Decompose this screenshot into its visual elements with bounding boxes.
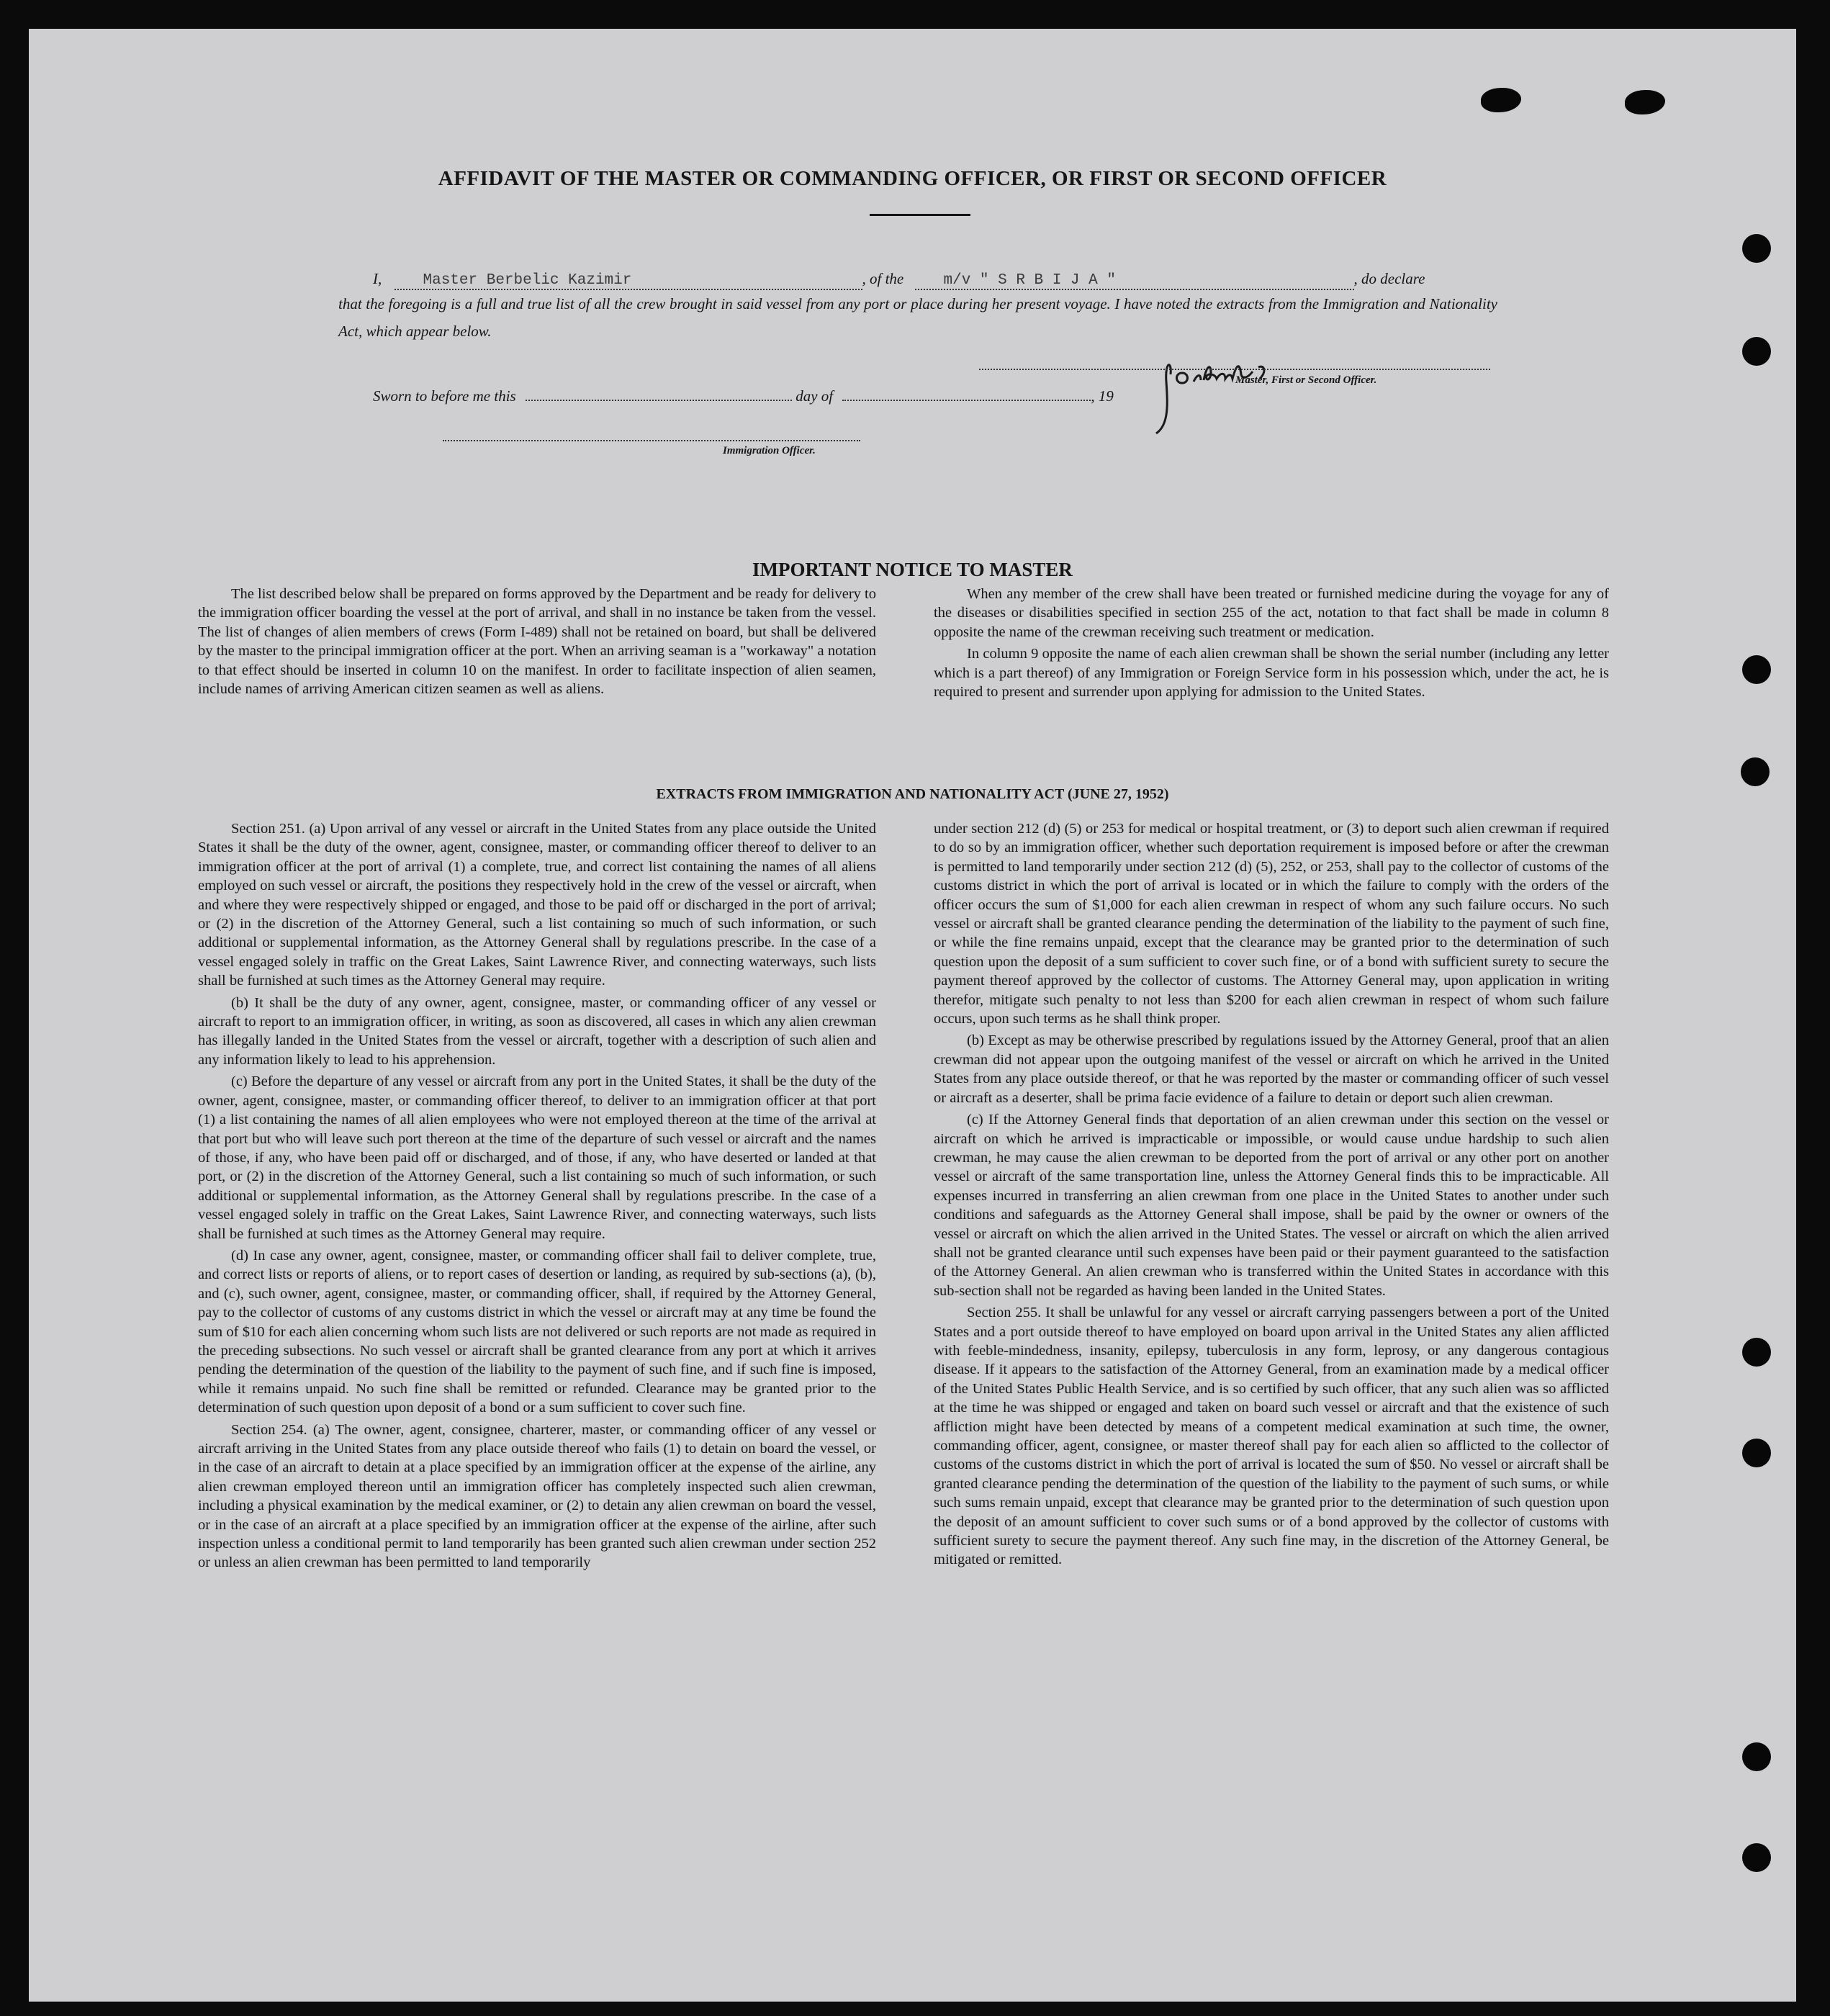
section-paragraph: Section 254. (a) The owner, agent, consignee, charterer, master, or commanding officer of any vessel or aircraft arriving in the United States from any place outside thereof who fails (1) to detain on board the vessel, or in the case of an aircraft to detain at a place specified by an immigration officer at the expense of the airline, any alien crewman employed thereon until an immigration officer has completely inspected such alien crewman, including a physical examination by the medical examiner, or (2) to detain any alien crewman on board the vessel, or in the case of an aircraft at a place specified by an immigration officer at the expense of the airline, after such inspection unless a conditional permit to land temporarily has been granted such alien crewman under section 252 or unless an alien crewman has been permitted to land temporarily [198, 1421, 876, 1571]
section-paragraph: Section 251. (a) Upon arrival of any vessel or aircraft in the United States from any place outside the United States it shall be the duty of the owner, agent, consignee, master, or commanding officer thereof to deliver to an immigration officer at the port of arrival (1) a complete, true, and correct list containing the names of all aliens employed on such vessel or aircraft, the positions they respectively hold in the crew of the vessel or aircraft, when and where they were respectively shipped or engaged, and those to be paid off or discharged in the port of arrival; or (2) in the discretion of the Attorney General, such a list containing so much of such information, or such additional or supplemental information, as the Attorney General shall by regulations prescribe. In the case of a vessel engaged solely in traffic on the Great Lakes, Saint Lawrence River, and connecting waterways, such lists shall be furnished at such times as the Attorney General may require. [198, 821, 876, 989]
section-paragraph: under section 212 (d) (5) or 253 for medical or hospital treatment, or (3) to deport such alien crewman if required to do so by an immigration officer, whether such deportation requirement is imposed before or after the crewman is permitted to land temporarily under section 212 (d) (5), 252, or 253, shall pay to the collector of customs of the customs district in which the port of arrival is located or in which the failure to comply with the orders of the officer occurs the sum of $1,000 for each alien crewman in respect of whom any such failure occurs. No such vessel or aircraft shall be granted clearance pending the determination of the liability to the payment of such fine, or while the fine remains unpaid, except that the clearance may be granted prior to the determination of such question upon the deposit of a sum sufficient to cover such fine, or of a bond with sufficient surety to secure the payment thereof approved by the collector of customs. The Attorney General may, upon application in writing therefor, mitigate such penalty to not less than $200 for each alien crewman in respect of whom such failure occurs, upon such terms as he shall think proper. [934, 821, 1609, 1027]
affidavit-title: AFFIDAVIT OF THE MASTER OR COMMANDING OFFICER, OR FIRST OR SECOND OFFICER [438, 167, 1387, 190]
officer-caption: Immigration Officer. [723, 445, 816, 456]
notice-paragraph: In column 9 opposite the name of each alien crewman shall be shown the serial number (including any letter which is a part thereof) of any Immigration or Foreign Service form in his possession which, under the act, he is required to present and surrender upon applying for admission to the United States. [934, 646, 1609, 701]
sworn-day-field[interactable] [526, 400, 792, 401]
document-page [29, 29, 1796, 2002]
vessel-name-field[interactable]: m/v " S R B I J A " [915, 272, 1354, 290]
i-label: I, [373, 270, 382, 287]
signature-image [1150, 353, 1294, 446]
extracts-right-column [934, 819, 1609, 1572]
punch-mark [1481, 88, 1521, 112]
binder-hole [1742, 1439, 1771, 1467]
section-paragraph: (d) In case any owner, agent, consignee, master, or commanding officer shall fail to deliver complete, true, and correct lists or reports of aliens, or to report cases of desertion or landing, as required by sub-sections (a), (b), and (c), such owner, agent, consignee, master, or commanding officer, shall, if required by the Attorney General, pay to the collector of customs of any customs district in which the vessel or aircraft may at any time be found the sum of $10 for each alien concerning whom such lists are not delivered or such reports are not made as required in the preceding subsections. No such vessel or aircraft shall be granted clearance from any port at which it arrives pending the determination of the question of the liability to the payment of such fine, and if such fine is imposed, while it remains unpaid. No such fine shall be remitted or refunded. Clearance may be granted prior to the determination of such question upon deposit of a bond or a sum sufficient to cover such fine. [198, 1247, 876, 1416]
sworn-month-field[interactable] [842, 400, 1091, 401]
notice-paragraph: When any member of the crew shall have been treated or furnished medicine during the voyage for any of the diseases or disabilities specified in section 255 of the act, notation to that fact shall be made in column 8 opposite the name of the crewman receiving such treatment or medication. [934, 586, 1609, 640]
declaration-line [373, 270, 1425, 290]
signer-caption: Master, First or Second Officer. [1235, 374, 1377, 386]
sworn-label: Sworn to before me this [373, 387, 516, 405]
binder-hole [1742, 337, 1771, 366]
section-paragraph: (b) It shall be the duty of any owner, agent, consignee, master, or commanding officer of any vessel or aircraft to report to an immigration officer, in writing, as soon as discovered, all cases in which any alien crewman has illegally landed in the United States from the vessel or aircraft, together with a description of such alien and any information likely to lead to his apprehension. [198, 994, 876, 1068]
section-paragraph: (c) If the Attorney General finds that deportation of an alien crewman under this section on the vessel or aircraft on which he arrived is impracticable or impossible, or would cause undue hardship to such alien crewman, he may cause the alien crewman to be deported from the port of arrival or any other port on another vessel or aircraft of the same transportation line, unless the Attorney General finds this to be impracticable. All expenses incurred in transferring an alien crewman from one place in the United States to another under such conditions and safeguards as the Attorney General shall impose, shall be paid by the owner or owners of the vessel or aircraft on which the alien arrived in the United States. The vessel or aircraft on which the alien arrived shall not be granted clearance until such expenses have been paid or their payment guaranteed to the satisfaction of the Attorney General. An alien crewman who is transferred within the United States in accordance with this sub-section shall not be regarded as having been landed in the United States. [934, 1112, 1609, 1299]
notice-left-column [198, 585, 876, 701]
officer-signature-line [443, 440, 860, 441]
extracts-left-column [198, 819, 876, 1575]
section-paragraph: Section 255. It shall be unlawful for any vessel or aircraft carrying passengers between a port of the United States and a port outside thereof to have employed on board upon arrival in the United States any alien afflicted with feeble-mindedness, insanity, epilepsy, tuberculosis in any form, leprosy, or any dangerous contagious disease. If it appears to the satisfaction of the Attorney General, from an examination made by a medical officer of the United States Public Health Service, and is so certified by such officer, that any such alien was so afflicted at the time he was shipped or engaged and taken on board such vessel or aircraft and that the existence of such affliction might have been detected by means of a competent medical examination at such time, the owner, commanding officer, agent, consignee, or master thereof shall pay for each alien so afflicted to the collector of customs of the customs district in which the port of arrival is located the sum of $50. No vessel or aircraft shall be granted clearance pending the determination of the question of the liability to the payment of such sums, or while such sums remain unpaid, except that clearance may be granted prior to the determination of such question upon the deposit of an amount sufficient to cover such sums or of a bond approved by the collector of customs with sufficient surety to secure the payment thereof. Any such fine may, in the discretion of the Attorney General, be mitigated or remitted. [934, 1305, 1609, 1568]
binder-hole [1742, 655, 1771, 684]
punch-mark [1625, 90, 1665, 114]
year-label: , 19 [1091, 387, 1114, 405]
signature-line [979, 369, 1490, 370]
notice-title: IMPORTANT NOTICE TO MASTER [752, 559, 1073, 580]
binder-hole [1742, 1338, 1771, 1367]
declaration-body: that the foregoing is a full and true list of all the crew brought in said vessel from any port or place during her present voyage. I have noted the extracts from the Immigration and Nationality Act, which appear below. [338, 295, 1497, 340]
section-paragraph: (b) Except as may be otherwise prescribed by regulations issued by the Attorney General, proof that an alien crewman did not appear upon the outgoing manifest of the vessel or aircraft on which he arrived in the United States from any place outside thereof, or that he was reported by the master or commanding officer of such vessel or aircraft as a deserter, shall be prima facie evidence of a failure to detain or deport such alien crewman. [934, 1032, 1609, 1106]
day-of-label: day of [795, 387, 834, 405]
binder-hole [1742, 1742, 1771, 1771]
binder-hole [1741, 757, 1770, 786]
notice-right-column [934, 585, 1609, 704]
master-name-field[interactable]: Master Berbelic Kazimir [395, 272, 862, 290]
binder-hole [1742, 234, 1771, 263]
binder-hole [1742, 1843, 1771, 1872]
sworn-line [373, 387, 1114, 405]
notice-paragraph: The list described below shall be prepared on forms approved by the Department and be ready for delivery to the immigration officer boarding the vessel at the port of arrival, and shall in no instance be taken from the vessel. The list of changes of alien members of crews (Form I-489) shall not be retained on board, but shall be delivered by the master to the principal immigration officer at the port. When an arriving seaman is a "workaway" a notation to that effect should be inserted in column 10 on the manifest. In order to facilitate inspection of alien seamen, include names of arriving American citizen seamen as well as aliens. [198, 586, 876, 698]
extracts-title: EXTRACTS FROM IMMIGRATION AND NATIONALITY ACT (JUNE 27, 1952) [656, 786, 1169, 802]
of-the-label: , of the [862, 270, 904, 287]
declare-label: , do declare [1353, 270, 1425, 287]
title-divider [870, 214, 970, 216]
section-paragraph: (c) Before the departure of any vessel or aircraft from any port in the United States, it shall be the duty of the owner, agent, consignee, master, or commanding officer thereof, to deliver to an immigration officer at that port (1) a list containing the names of all alien employees who were not employed thereon at the time of the arrival at that port but who will leave such port thereon at the time of the departure of such vessel or aircraft and the names of those, if any, who have been paid off or discharged, and of those, if any, who have deserted or landed at that port, or (2) in the discretion of the Attorney General, such a list containing so much of such information, or such additional or supplemental information, as the Attorney General shall by regulations prescribe. In the case of a vessel engaged solely in traffic on the Great Lakes, Saint Lawrence River, and connecting waterways, such lists shall be furnished at such times as the Attorney General may require. [198, 1074, 876, 1242]
